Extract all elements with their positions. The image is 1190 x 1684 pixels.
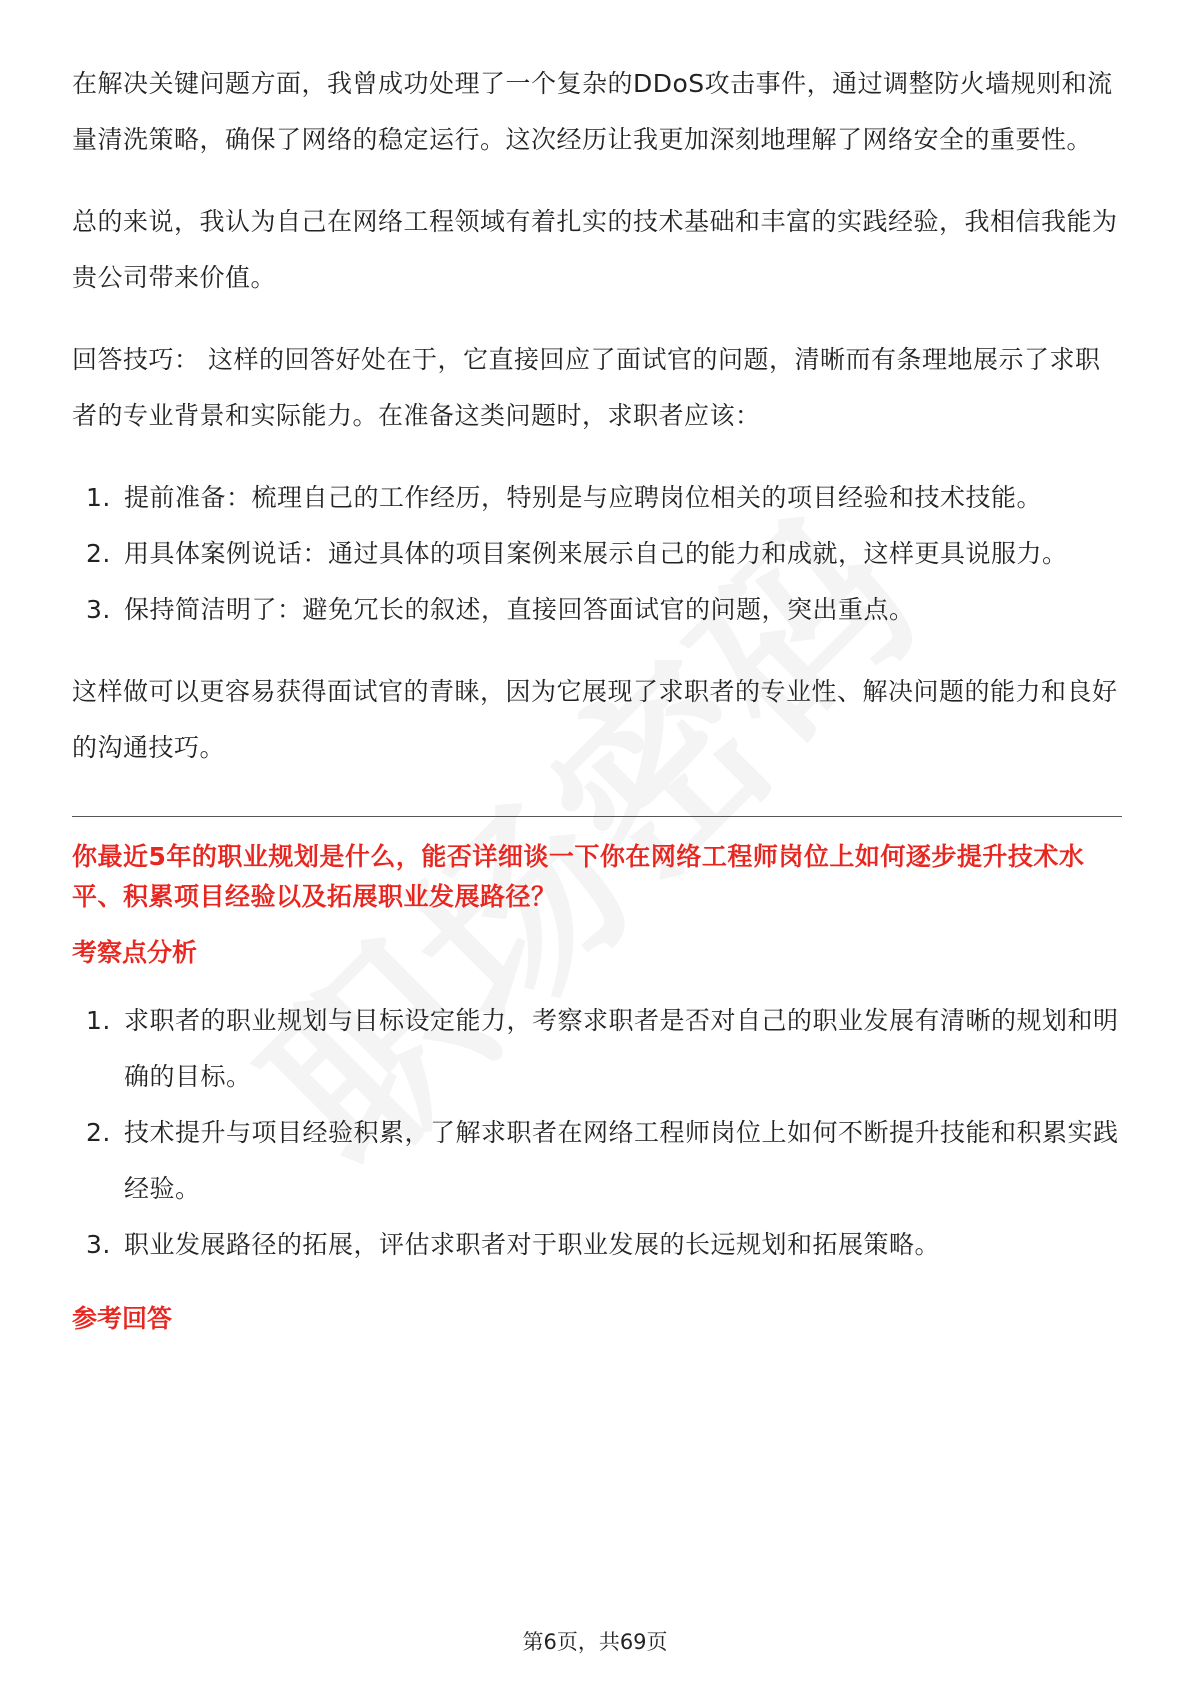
analysis-heading: 考察点分析: [72, 938, 198, 967]
paragraph-closing: 这样做可以更容易获得面试官的青睐，因为它展现了求职者的专业性、解决问题的能力和良好的沟通技巧。: [72, 677, 1118, 762]
tips-list: [72, 470, 1122, 638]
list-text: 技术提升与项目经验积累，了解求职者在网络工程师岗位上如何不断提升技能和积累实践经验。: [124, 1118, 1119, 1203]
list-item: [72, 993, 1122, 1105]
list-number: 3.: [86, 595, 111, 624]
page-footer: 第6页，共69页: [522, 1630, 668, 1654]
list-text: 保持简洁明了：避免冗长的叙述，直接回答面试官的问题，突出重点。: [124, 595, 915, 624]
list-item: [72, 1217, 1122, 1273]
list-item: [72, 582, 1122, 638]
list-text: 求职者的职业规划与目标设定能力，考察求职者是否对自己的职业发展有清晰的规划和明确的目标。: [124, 1006, 1119, 1091]
list-text: 提前准备：梳理自己的工作经历，特别是与应聘岗位相关的项目经验和技术技能。: [124, 483, 1043, 512]
list-number: 1.: [86, 483, 111, 512]
section-divider: [72, 816, 1122, 817]
answer-heading: 参考回答: [72, 1304, 173, 1333]
list-number: 2.: [86, 1118, 111, 1147]
list-text: 用具体案例说话：通过具体的项目案例来展示自己的能力和成就，这样更具说服力。: [124, 539, 1068, 568]
paragraph-summary: 总的来说，我认为自己在网络工程领域有着扎实的技术基础和丰富的实践经验，我相信我能为贵公司带来价值。: [72, 207, 1118, 292]
list-number: 2.: [86, 539, 111, 568]
paragraph-answer-tips: 回答技巧： 这样的回答好处在于，它直接回应了面试官的问题，清晰而有条理地展示了求职者的专业背景和实际能力。在准备这类问题时，求职者应该：: [72, 345, 1101, 430]
list-item: [72, 470, 1122, 526]
analysis-list: [72, 993, 1122, 1273]
interview-question: 你最近5年的职业规划是什么，能否详细谈一下你在网络工程师岗位上如何逐步提升技术水平、积累项目经验以及拓展职业发展路径？: [72, 842, 1085, 911]
paragraph-ddos: 在解决关键问题方面，我曾成功处理了一个复杂的DDoS攻击事件，通过调整防火墙规则和流量清洗策略，确保了网络的稳定运行。这次经历让我更加深刻地理解了网络安全的重要性。: [72, 69, 1113, 154]
list-number: 3.: [86, 1230, 111, 1259]
document-page: [72, 56, 1122, 1359]
list-text: 职业发展路径的拓展，评估求职者对于职业发展的长远规划和拓展策略。: [124, 1230, 941, 1259]
list-number: 1.: [86, 1006, 111, 1035]
list-item: [72, 526, 1122, 582]
list-item: [72, 1105, 1122, 1217]
